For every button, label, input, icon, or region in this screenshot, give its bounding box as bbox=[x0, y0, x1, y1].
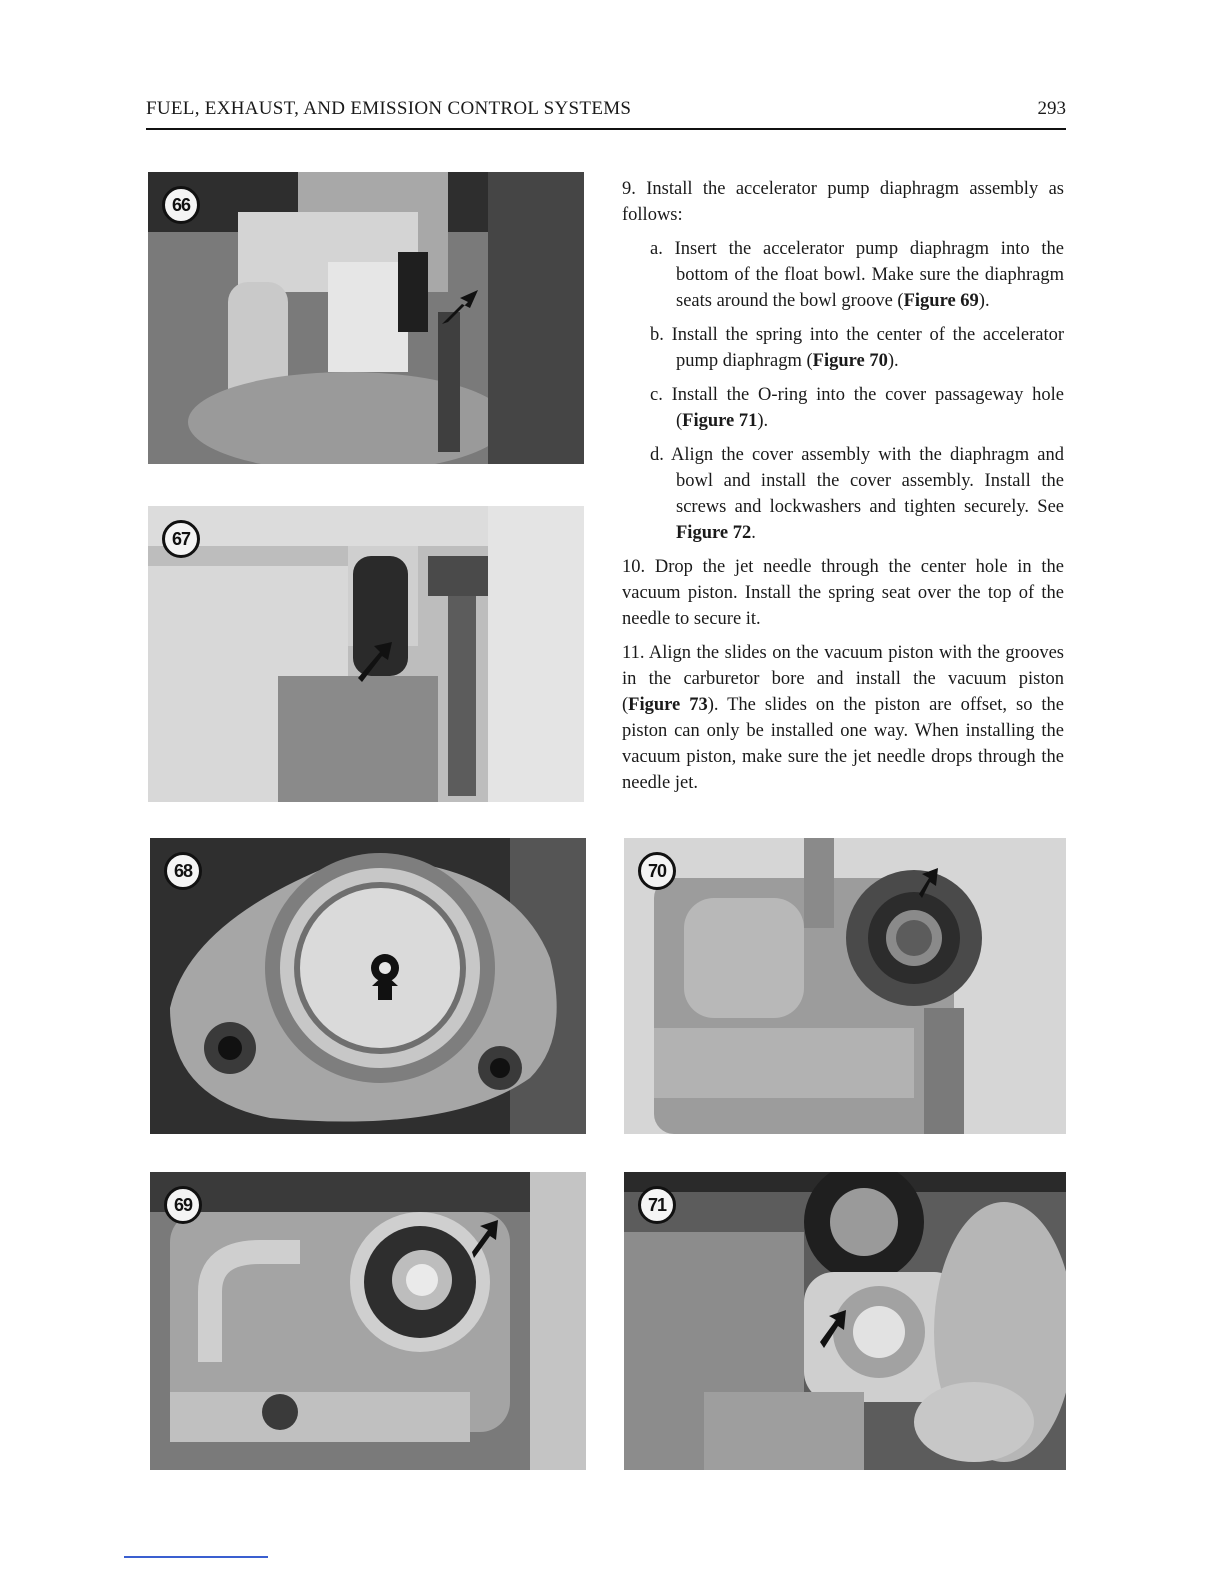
figure-ref-70: Figure 70 bbox=[812, 351, 888, 371]
step-9b: b. Install the spring into the center of the accelerator pump diaphragm (Figure 70). bbox=[650, 325, 1064, 371]
instructions-text bbox=[622, 176, 1064, 804]
step-11: 11. Align the slides on the vacuum piston with the grooves in the carburetor bore and install the vacuum piston (Figure 73). The slides on the piston are offset, so the piston can only be installed one way. When installing the vacuum piston, make sure the jet needle drops through the needle jet. bbox=[622, 643, 1064, 793]
figure-ref-69: Figure 69 bbox=[903, 291, 979, 311]
figure-71-photo bbox=[624, 1172, 1066, 1470]
figure-71-number: 71 bbox=[638, 1186, 676, 1224]
figure-70-number: 70 bbox=[638, 852, 676, 890]
figure-ref-72: Figure 72 bbox=[676, 523, 752, 543]
figure-66-photo bbox=[148, 172, 584, 464]
figure-67-photo bbox=[148, 506, 584, 802]
chapter-title: FUEL, EXHAUST, AND EMISSION CONTROL SYSTEMS bbox=[146, 98, 632, 119]
running-header bbox=[146, 96, 1066, 130]
footnote-rule bbox=[124, 1556, 268, 1558]
figure-66-number: 66 bbox=[162, 186, 200, 224]
step-9d: d. Align the cover assembly with the diaphragm and bowl and install the cover assembly. Install the screws and lockwashers and tighten securely. See Figure 72. bbox=[650, 445, 1064, 543]
step-10: 10. Drop the jet needle through the center hole in the vacuum piston. Install the spring seat over the top of the needle to secure it. bbox=[622, 557, 1064, 629]
figure-69-number: 69 bbox=[164, 1186, 202, 1224]
step-9: 9. Install the accelerator pump diaphragm assembly as follows: bbox=[622, 179, 1064, 225]
page-number: 293 bbox=[1037, 98, 1066, 119]
step-9a: a. Insert the accelerator pump diaphragm into the bottom of the float bowl. Make sure the diaphragm seats around the bowl groove (Figure 69). bbox=[650, 239, 1064, 311]
figure-69-photo bbox=[150, 1172, 586, 1470]
figure-ref-73: Figure 73 bbox=[628, 695, 708, 715]
step-9c: c. Install the O-ring into the cover passageway hole (Figure 71). bbox=[650, 385, 1064, 431]
figure-ref-71: Figure 71 bbox=[682, 411, 758, 431]
figure-68-number: 68 bbox=[164, 852, 202, 890]
figure-70-photo bbox=[624, 838, 1066, 1134]
figure-68-photo bbox=[150, 838, 586, 1134]
figure-67-number: 67 bbox=[162, 520, 200, 558]
